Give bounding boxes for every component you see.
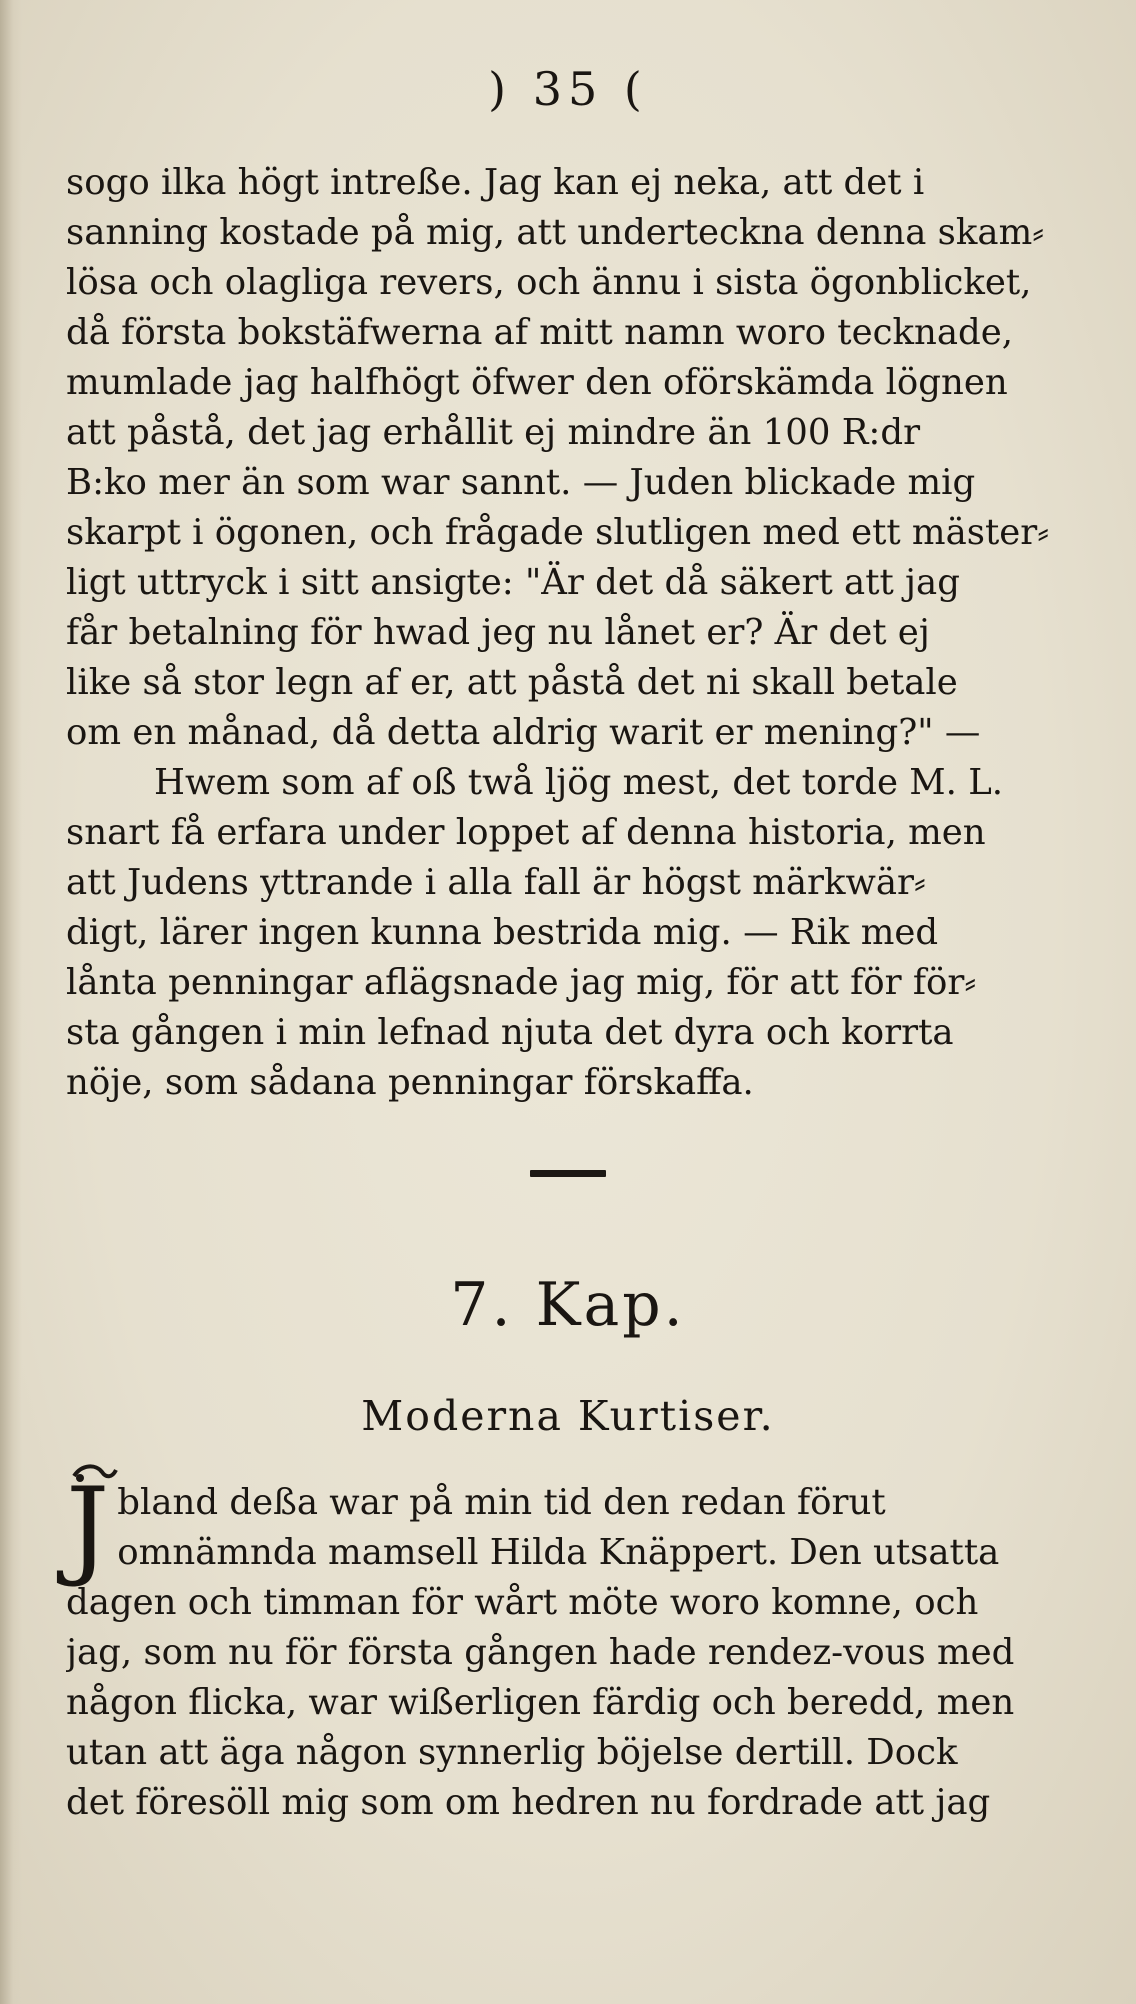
text-line: sanning kostade på mig, att underteckna denna skam⸗ [66, 212, 1045, 253]
text-line: jag, som nu för första gången hade rendez-vous med [66, 1632, 1015, 1673]
text-line: sta gången i min lefnad njuta det dyra och korrta [66, 1012, 954, 1053]
text-line: om en månad, då detta aldrig warit er mening?" — [66, 712, 981, 753]
text-line: like så stor legn af er, att påstå det ni skall betale [66, 662, 958, 703]
text-line: omnämnda mamsell Hilda Knäppert. Den utsatta [117, 1532, 1000, 1573]
drop-cap: J [66, 1465, 110, 1590]
text-line: nöje, som sådana penningar förskaffa. [66, 1062, 754, 1103]
body-text-bottom [66, 1465, 1066, 1828]
text-line: då första bokstäfwerna af mitt namn woro tecknade, [66, 312, 1014, 353]
text-line: dagen och timman för wårt möte woro komne, och [66, 1582, 979, 1623]
section-divider [530, 1170, 606, 1177]
text-line: Hwem som af oß twå ljög mest, det torde M. L. [154, 762, 1004, 803]
text-line: lösa och olagliga revers, och ännu i sista ögonblicket, [66, 262, 1032, 303]
page-number-header: ) 35 ( [488, 62, 648, 116]
text-line: lånta penningar aflägsnade jag mig, för att för för⸗ [66, 962, 977, 1003]
chapter-title: Moderna Kurtiser. [361, 1392, 775, 1440]
chapter-heading: 7. Kap. [450, 1270, 686, 1340]
text-line: sogo ilka högt intreße. Jag kan ej neka, att det i [66, 162, 925, 203]
text-line: ligt uttryck i sitt ansigte: "Är det då säkert att jag [66, 562, 960, 603]
text-line: skarpt i ögonen, och frågade slutligen med ett mäster⸗ [66, 512, 1050, 553]
text-line: det föresöll mig som om hedren nu fordrade att jag [66, 1782, 991, 1823]
gutter-shadow [0, 0, 22, 2004]
text-line: får betalning för hwad jeg nu lånet er? Är det ej [66, 612, 930, 653]
text-line: snart få erfara under loppet af denna historia, men [66, 812, 986, 853]
text-line: B:ko mer än som war sannt. — Juden blickade mig [66, 462, 976, 503]
text-line: mumlade jag halfhögt öfwer den oförskämda lögnen [66, 362, 1008, 403]
text-line: bland deßa war på min tid den redan förut [117, 1482, 886, 1523]
text-line: att Judens yttrande i alla fall är högst märkwär⸗ [66, 862, 926, 903]
text-line: någon flicka, war wißerligen färdig och beredd, men [66, 1682, 1015, 1723]
body-text-top [66, 158, 1066, 1108]
text-line: digt, lärer ingen kunna bestrida mig. — Rik med [66, 912, 939, 953]
text-line: utan att äga någon synnerlig böjelse dertill. Dock [66, 1732, 958, 1773]
text-line: att påstå, det jag erhållit ej mindre än 100 R:dr [66, 412, 921, 453]
